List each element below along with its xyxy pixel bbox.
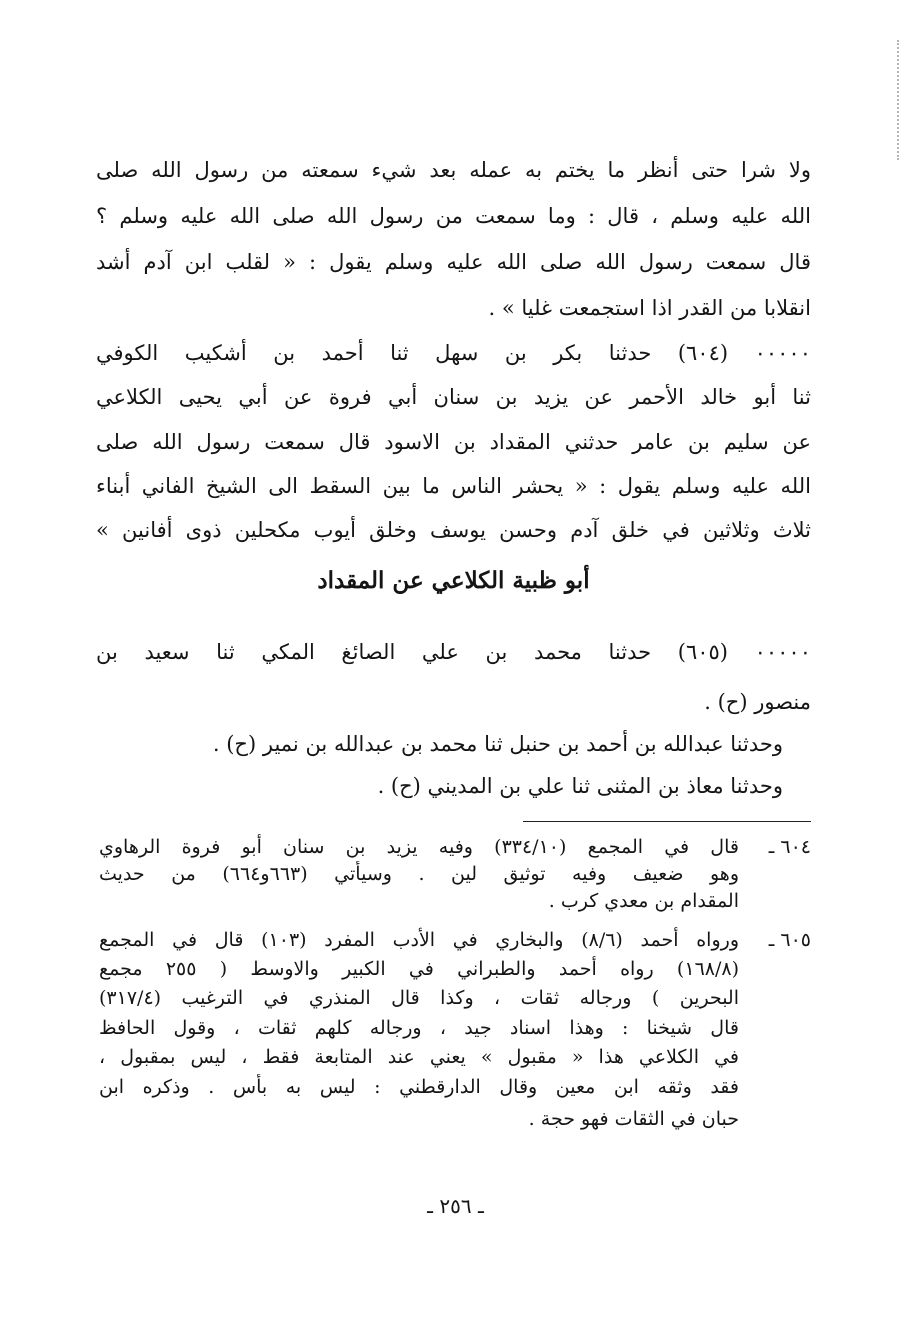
hadith-604-line: ثنا أبو خالد الأحمر عن يزيد بن سنان أبي فروة عن أبي يحيى الكلاعي — [96, 385, 811, 409]
margin-scan-marks — [893, 40, 899, 160]
body-line: ولا شرا حتى أنظر ما يختم به عمله بعد شيء سمعته من رسول الله صلى — [96, 158, 811, 182]
hadith-604-line: ٠٠٠٠٠ (٦٠٤) حدثنا بكر بن سهل ثنا أحمد بن أشكيب الكوفي — [96, 341, 811, 365]
hadith-604-line: الله عليه وسلم يقول : « يحشر الناس ما بين السقط الى الشيخ الفاني أبناء — [96, 474, 811, 498]
footnote-line: حبان في الثقات فهو حجة . — [528, 1108, 739, 1130]
footnote-line: البحرين ) ورجاله ثقات ، وكذا قال المنذري في الترغيب (٣١٧/٤) — [99, 987, 739, 1009]
section-heading: أبو ظبية الكلاعي عن المقداد — [317, 567, 590, 594]
hadith-605-line: وحدثنا عبدالله بن أحمد بن حنبل ثنا محمد بن عبدالله بن نمير (ح) . — [212, 732, 783, 756]
footnote-line: قال في المجمع (٣٣٤/١٠) وفيه يزيد بن سنان أبو فروة الرهاوي — [99, 836, 739, 858]
footnote-line: ورواه أحمد (٨/٦) والبخاري في الأدب المفرد (١٠٣) قال في المجمع — [99, 929, 739, 951]
footnote-line: (١٦٨/٨) رواه أحمد والطبراني في الكبير والاوسط ( ٢٥٥ مجمع — [99, 958, 739, 980]
body-line: الله عليه وسلم ، قال : وما سمعت من رسول الله صلى الله عليه وسلم ؟ — [96, 204, 811, 228]
hadith-605-line: وحدثنا معاذ بن المثنى ثنا علي بن المديني (ح) . — [377, 774, 783, 798]
body-line: انقلابا من القدر اذا استجمعت غليا » . — [488, 296, 811, 320]
footnote-separator — [523, 821, 811, 822]
footnote-line: في الكلاعي هذا « مقبول » يعني عند المتابعة فقط ، ليس بمقبول ، — [99, 1046, 739, 1068]
footnote-number: ٦٠٤ ـ — [768, 836, 811, 858]
hadith-605-line: منصور (ح) . — [704, 690, 811, 714]
hadith-604-line: عن سليم بن عامر حدثني المقداد بن الاسود قال سمعت رسول الله صلى — [96, 430, 811, 454]
body-line: قال سمعت رسول الله صلى الله عليه وسلم يقول : « لقلب ابن آدم أشد — [96, 250, 811, 274]
footnote-line: المقدام بن معدي كرب . — [548, 890, 739, 912]
hadith-605-line: ٠٠٠٠٠ (٦٠٥) حدثنا محمد بن علي الصائغ المكي ثنا سعيد بن — [96, 640, 811, 664]
footnote-line: فقد وثقه ابن معين وقال الدارقطني : ليس به بأس . وذكره ابن — [99, 1076, 739, 1098]
footnote-line: قال شيخنا : وهذا اسناد جيد ، ورجاله كلهم ثقات ، وقول الحافظ — [99, 1017, 739, 1039]
footnote-number: ٦٠٥ ـ — [768, 929, 811, 951]
page-number: ـ ٢٥٦ ـ — [427, 1194, 484, 1218]
footnote-line: وهو ضعيف وفيه توثيق لين . وسيأتي (٦٦٣و٦٦٤) من حديث — [99, 863, 739, 885]
hadith-604-line: ثلاث وثلاثين في خلق آدم وحسن يوسف وخلق أيوب مكحلين ذوى أفانين » — [96, 518, 811, 542]
